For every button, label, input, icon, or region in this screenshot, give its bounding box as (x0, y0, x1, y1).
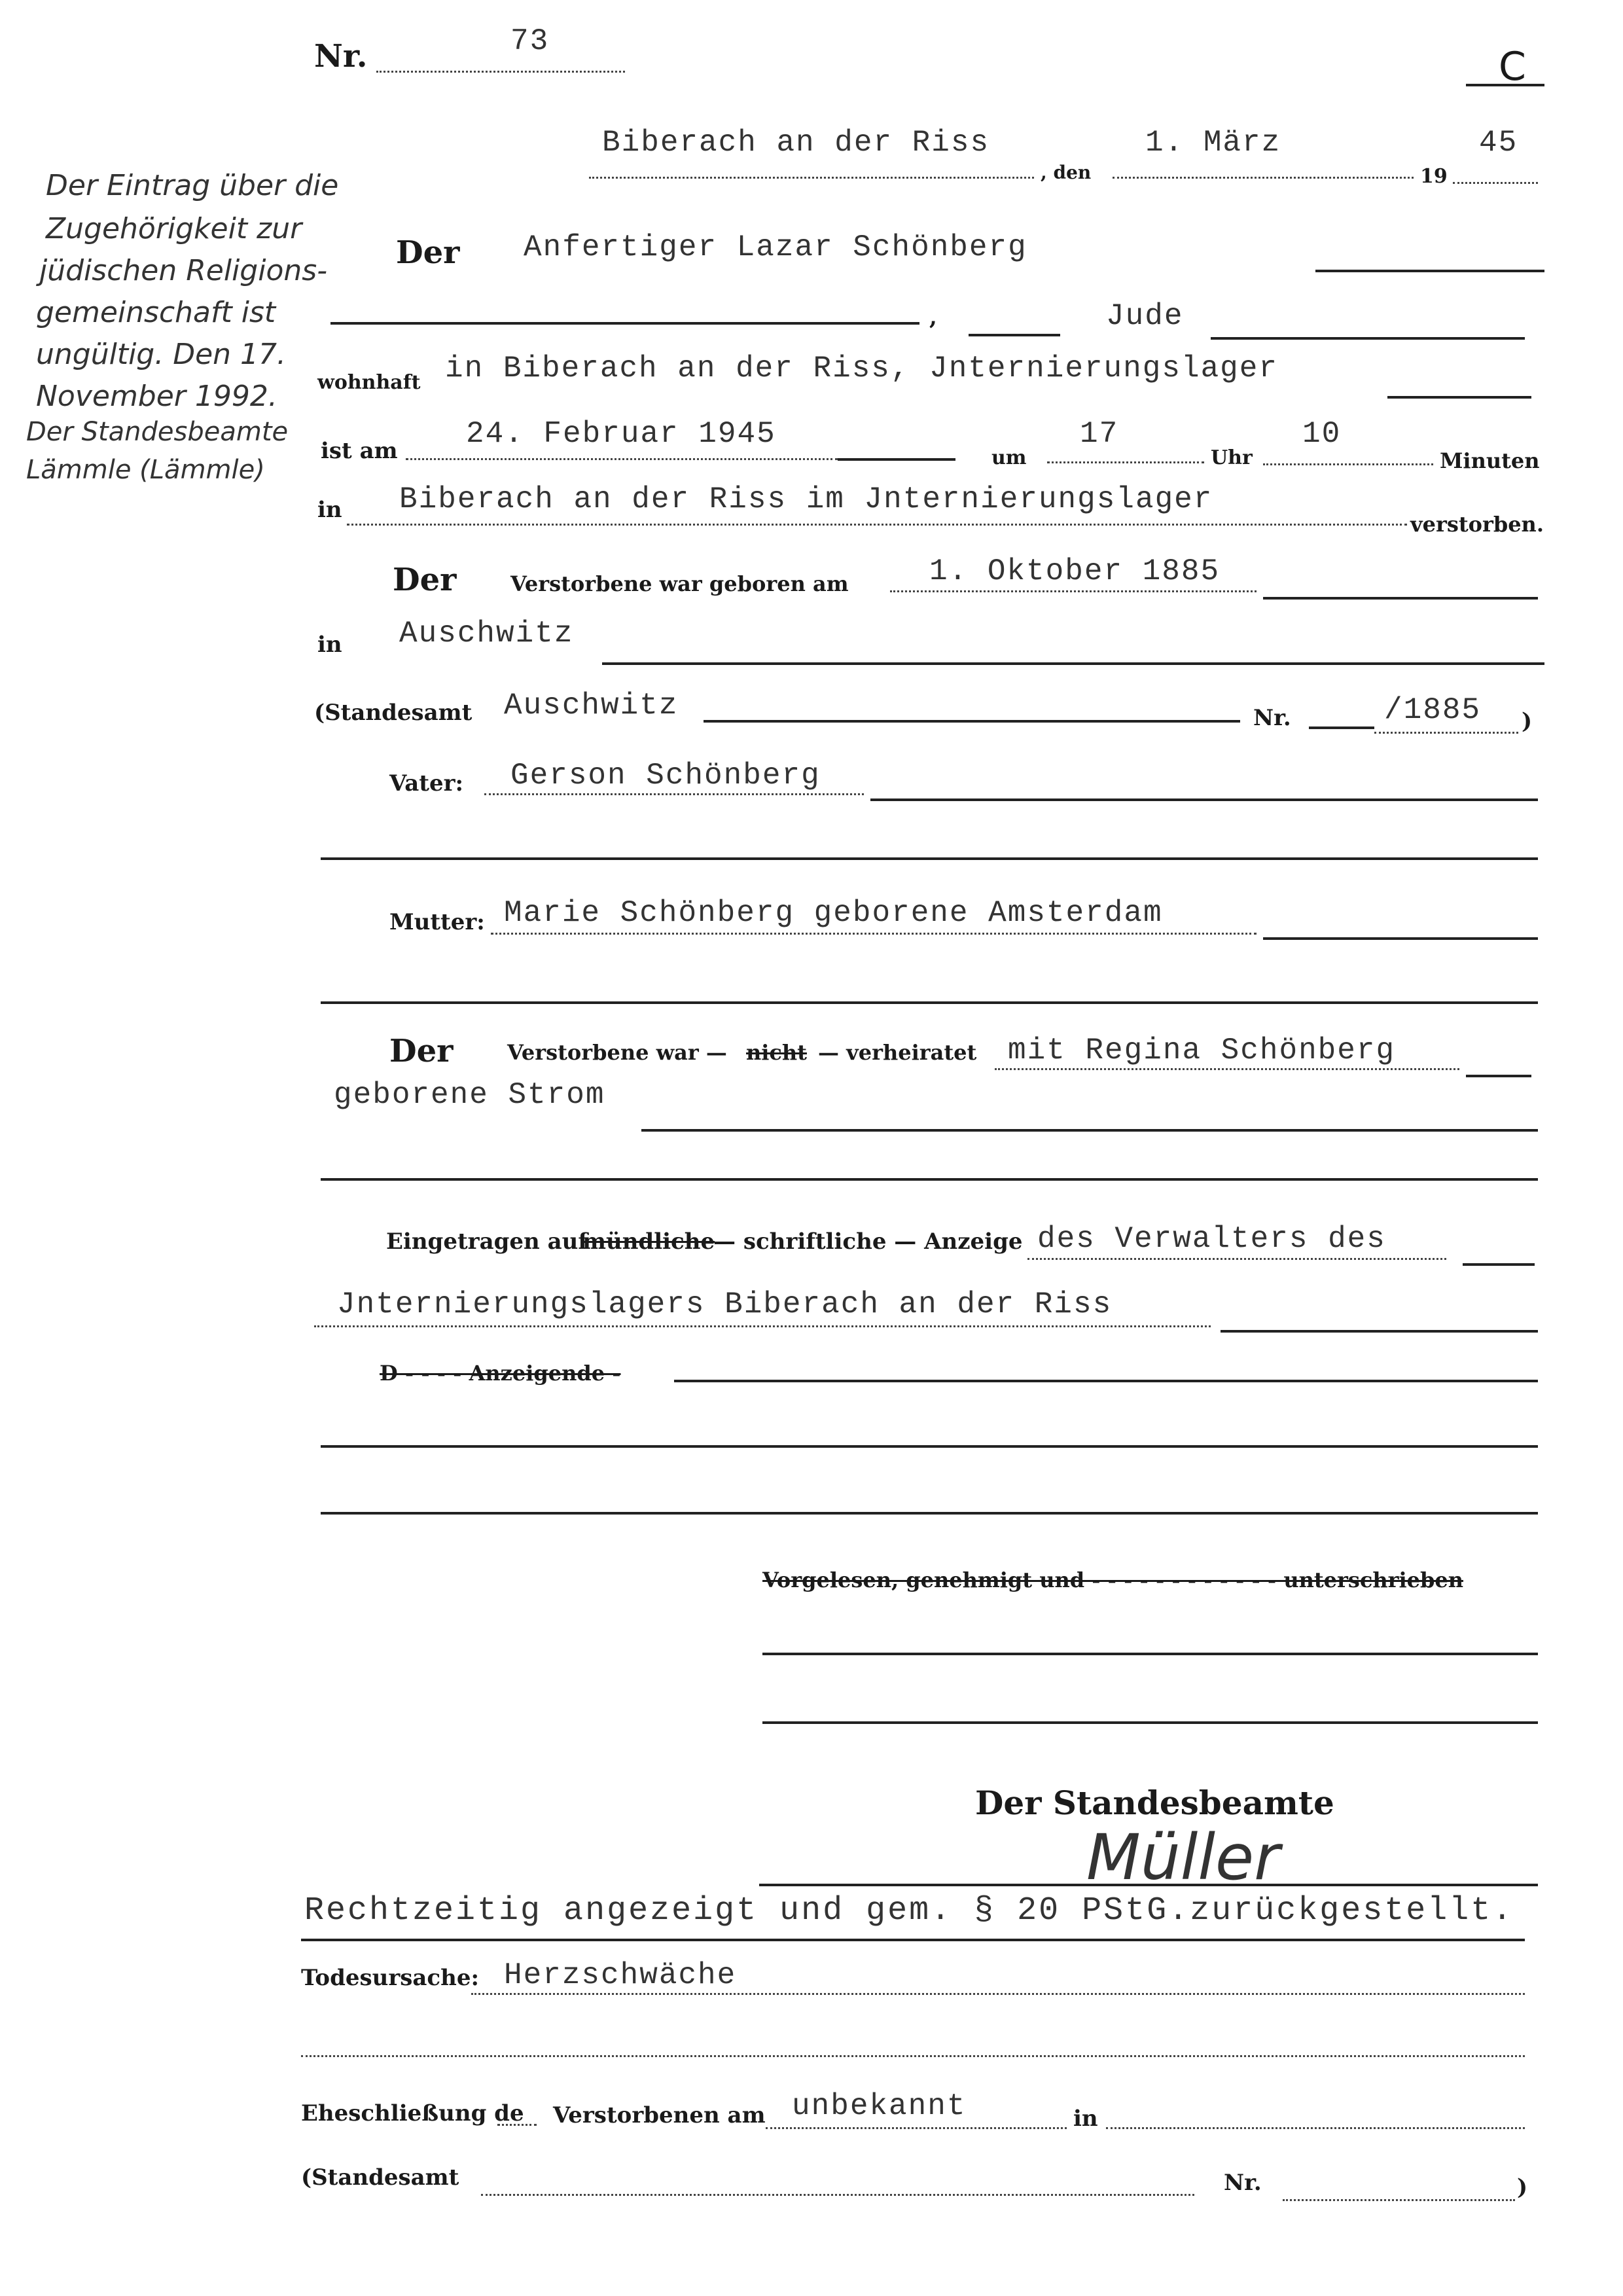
birth-date: 1. Oktober 1885 (929, 554, 1221, 588)
death-hour: 17 (1080, 417, 1119, 451)
eingetragen-label: Eingetragen auf (386, 1229, 588, 1255)
deceased-residence: in Biberach an der Riss, Jnternierungslager (445, 351, 1278, 386)
in-label: in (317, 497, 342, 523)
place-of-registration: Biberach an der Riss (602, 126, 990, 160)
verheiratet-label: — verheiratet (818, 1040, 977, 1065)
mother-extra-line (321, 1001, 1538, 1004)
um-label: um (991, 446, 1027, 469)
born-label: Verstorbene war geboren am (510, 571, 849, 596)
annotation-line: Der Eintrag über die (46, 169, 339, 202)
vater-label: Vater: (389, 770, 464, 797)
nr-line (376, 71, 625, 73)
cause-label: Todesursache: (301, 1965, 480, 1991)
approval-line-1 (762, 1653, 1538, 1655)
death-minute: 10 (1302, 417, 1342, 451)
mother-line (491, 933, 1257, 935)
hour-line (1047, 461, 1204, 463)
signature-line (759, 1884, 1538, 1886)
standesamt-label: (Standesamt (314, 700, 473, 726)
spouse-line-1: mit Regina Schönberg (1008, 1033, 1396, 1067)
father-name: Gerson Schönberg (510, 759, 821, 793)
verstorben-label: verstorben. (1410, 512, 1544, 537)
death-date-line (406, 458, 838, 460)
deceased-occupation-name: Anfertiger Lazar Schönberg (524, 230, 1027, 264)
father-line (484, 793, 864, 795)
death-place: Biberach an der Riss im Jnternierungslager (399, 482, 1213, 516)
year-prefix: 19 (1420, 165, 1448, 188)
der-label: Der (396, 234, 460, 271)
registration-extra-line-2 (321, 1512, 1538, 1515)
der-label-birth: Der (393, 562, 457, 598)
cause-extra-line (301, 2055, 1525, 2057)
wohnhaft-label: wohnhaft (317, 371, 421, 394)
annotation-line: Zugehörigkeit zur (46, 212, 302, 245)
residence-line (1387, 396, 1531, 399)
deferral-note: Rechtzeitig angezeigt und gem. § 20 PStG.zurückgestellt. (304, 1892, 1514, 1929)
entry-number: 73 (510, 24, 550, 58)
mutter-label: Mutter: (389, 909, 485, 935)
mother-name: Marie Schönberg geborene Amsterdam (504, 896, 1163, 930)
spouse-line-rest (641, 1129, 1538, 1132)
minute-line (1263, 463, 1433, 465)
birth-nr: /1885 (1384, 693, 1482, 727)
minuten-label: Minuten (1440, 448, 1540, 473)
in-label-birth: in (317, 632, 342, 658)
nr-label: Nr. (314, 38, 368, 75)
place-line (589, 177, 1034, 179)
cause-of-death: Herzschwäche (504, 1958, 737, 1992)
year-line (1453, 182, 1538, 184)
section-letter: C (1499, 44, 1526, 90)
marriage-extra-line (321, 1178, 1538, 1181)
in-label-marriage: in (1073, 2106, 1098, 2132)
registrar-signature: Müller (1086, 1821, 1280, 1894)
date-line (1113, 177, 1414, 179)
registrar-title: Der Standesbeamte (975, 1784, 1334, 1822)
marriage-date: unbekannt (792, 2089, 967, 2123)
der-label-marriage: Der (389, 1033, 454, 1069)
name-line (1315, 270, 1544, 272)
struck-anzeigende: D - - - - Anzeigende - (380, 1361, 621, 1386)
struck-approval: Vorgelesen, genehmigt und - - - - - - - - - - - - unterschrieben (762, 1568, 1463, 1592)
eheschliessung-label: Eheschließung de (301, 2100, 524, 2126)
struck-nicht: nicht (746, 1040, 807, 1065)
birth-place: Auschwitz (399, 617, 574, 651)
annotation-line: November 1992. (36, 380, 277, 413)
father-extra-line (321, 857, 1538, 860)
religion-line-mid (969, 334, 1060, 336)
section-line (1466, 84, 1544, 86)
spouse-line-2: geborene Strom (334, 1078, 605, 1112)
nr-label-birth: Nr. (1253, 705, 1291, 731)
ist-am-label: ist am (321, 438, 398, 464)
standesamt-label-marriage: (Standesamt (301, 2164, 459, 2191)
note-underline (301, 1939, 1525, 1941)
nr-label-marriage: Nr. (1224, 2170, 1262, 2196)
document-page: Nr. 73 C Biberach an der Riss , den 1. März 19 45 Der Eintrag über die Zugehörigkeit zur jüdischen Religions- gemeinschaft ist ungültig. Den 17. November 1992. Der Standesbeamte Lämmle (Lämmle) Der Anfertiger Lazar Schönberg , Jude wohnhaft in Biberach an der Riss, Jnternierungslager ist am 24. Februar 1945 um 17 Uhr 10 Minuten in Biberach an der Riss im Jnternierungslager verstorben. Der Verstorbene war geboren am 1. Oktober 1885 in Auschwitz (Standesamt Auschwitz Nr. /1885 ) Vater: Gerson Schönberg Mutter: Marie Schönberg geborene Amsterdam Der Verstorbene war — nicht — verheiratet mit Regina Schönberg geborene Strom Eingetragen auf mündliche — schriftliche — Anzeige des Verwalters des Jnternierungslagers Biberach an der Riss D - - - - Anzeigende - Vorgelesen, genehmigt und - - - - - - - - - - - - unterschrieben Der Standesbeamte Müller Rechtzeitig angezeigt und gem. § 20 PStG.zurückgestellt. Todesursache: Herzschwäche Eheschließung de Verstorbenen am unbekannt in (Standesamt Nr. ) (0, 0, 1623, 2296)
approval-line-2 (762, 1721, 1538, 1724)
annotation-line: Lämmle (Lämmle) (26, 455, 265, 485)
annotation-line: Der Standesbeamte (26, 417, 289, 447)
schriftliche-label: — schriftliche — Anzeige (713, 1229, 1023, 1255)
standesamt-line (704, 720, 1240, 723)
registration-line-1: des Verwalters des (1037, 1222, 1386, 1256)
verstorbenen-label: Verstorbenen am (553, 2102, 766, 2128)
annotation-line: ungültig. Den 17. (36, 338, 286, 371)
birth-place-line (602, 662, 1544, 665)
registration-date: 1. März (1145, 126, 1281, 160)
registration-extra-line-1 (321, 1445, 1538, 1448)
registration-line-2: Jnternierungslagers Biberach an der Riss (337, 1287, 1113, 1321)
religion-line-right (1211, 337, 1525, 340)
annotation-line: gemeinschaft ist (36, 296, 276, 329)
birth-date-line (890, 590, 1257, 592)
deceased-religion: Jude (1106, 299, 1184, 333)
religion-line-left (330, 322, 919, 325)
struck-muendliche: mündliche (582, 1229, 715, 1255)
death-place-line (347, 524, 1407, 526)
uhr-label: Uhr (1211, 446, 1253, 469)
registration-year: 45 (1479, 126, 1518, 160)
annotation-line: jüdischen Religions- (39, 254, 328, 287)
birth-standesamt: Auschwitz (504, 689, 679, 723)
war-label: Verstorbene war — (507, 1040, 727, 1065)
death-date: 24. Februar 1945 (466, 417, 776, 451)
den-label: , den (1041, 162, 1092, 183)
